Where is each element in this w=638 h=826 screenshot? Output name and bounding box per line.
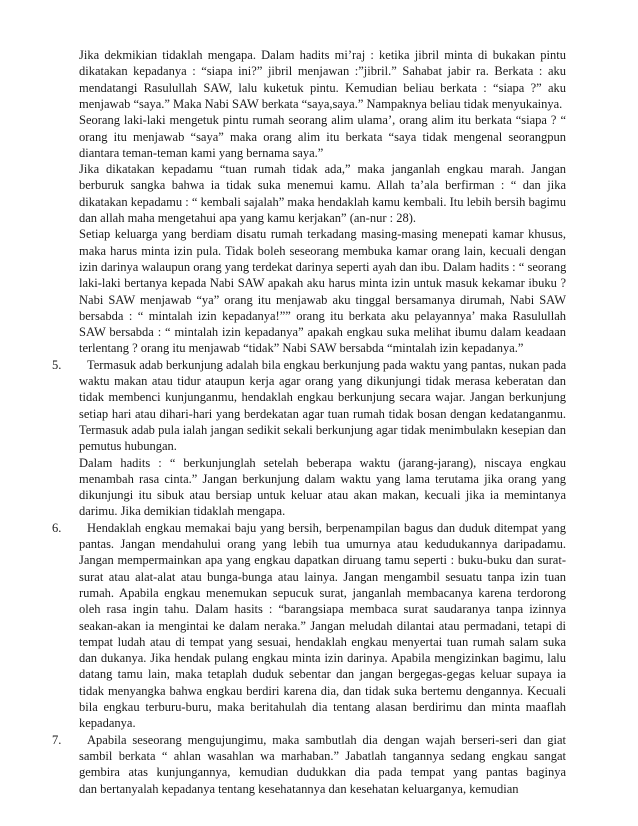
text-line: terlentang ? orang itu menjawab “tidak” Nabi SAW bersabda “mintalah izin kepadanya.” <box>79 341 524 356</box>
text-line: maka harus minta izin pula. Tidak boleh seseorang membuka kamar orang lain, kecuali dengan <box>79 243 566 258</box>
text-line: Dalam hadits : “ berkunjunglah setelah beberapa waktu (jarang-jarang), niscaya engkau <box>79 455 566 470</box>
text-line: dikatakan kepadamu : “ kembali sajalah” maka hendaklah kamu kembali. Itu lebih bersih bagimu <box>79 194 566 209</box>
text-line: mendatangi Rasulullah SAW, lalu kuketuk pintu. Kemudian beliau berkata : “siapa ?” aku <box>79 80 566 95</box>
text-line: surat atau alat-alat atau bunga-bunga atau lainya. Jangan mengambil sesuatu tanpa izin tuan <box>79 569 566 584</box>
list-number: 7. <box>52 732 62 747</box>
text-line: kepadanya. <box>79 716 136 731</box>
text-line: Jika dikatakan kepadamu “tuan rumah tidak ada,” maka janganlah engkau marah. Jangan <box>79 162 566 177</box>
text-line: pemutus hubungan. <box>79 439 177 454</box>
text-line: datang tamu lain, maka tetaplah duduk sebentar dan jangan bergegas-gegas keluar supaya ia <box>79 667 566 682</box>
text-line: rumah. Apabila engkau menemukan sepucuk surat, janganlah membacanya karena terdorong <box>79 585 566 600</box>
text-line: Hendaklah engkau memakai baju yang bersih, berpenampilan bagus dan duduk ditempat yang <box>87 520 566 535</box>
text-line: dikatakan kepadanya : “siapa ini?” jibril menjawan :”jibril.” Sahabat jabir ra. Berkata : aku <box>79 64 566 79</box>
text-line: Apabila seseorang mengujungimu, maka sambutlah dia dengan wajah berseri-seri dan giat <box>87 732 566 747</box>
text-line: tempat ludah atau di tempat yang sesuai, hendaklah engkau menyertai tuan rumah salam suka <box>79 634 566 649</box>
text-line: dikunjungi itu sibuk atau bersiap untuk keluar atau akan makan, kecuali jika ia memintanya <box>79 488 566 503</box>
text-line: izin darinya walaupun orang yang terdekat darinya seperti ayah dan ibu. Dalam hadits : “ seorang <box>79 259 566 274</box>
text-line: waktu makan atau tidur ataupun kerja agar orang yang dikunjungi tidak merasa keberatan dan <box>79 374 566 388</box>
text-line: menambah rasa cinta.” Jangan berkunjung dalam waktu yang lama terutama jika orang yang <box>79 471 566 486</box>
text-line: tidak menyangka bahwa engkau berdiri karena dia, dan tidak suka bertemu dengannya. Kecuali <box>79 683 566 698</box>
text-line: dan allah maha mengetahui apa yang kamu kerjakan” (an-nur : 28). <box>79 211 417 225</box>
text-line: Termasuk adab berkunjung adalah bila engkau berkunjung pada waktu yang pantas, nukan pada <box>87 357 566 372</box>
text-line: SAW bersabda : “ mintalah izin kepadanya” apakah engkau suka melihat ibumu dalam keadaan <box>79 325 566 340</box>
text-line: setiap hari atau dihari-hari yang berdekatan agar tuan rumah tidak bosan dengan kedatanganmu. <box>79 406 566 421</box>
text-line: diantara teman-teman kami yang bernama saya.” <box>79 145 324 160</box>
text-line: Nabi SAW menjawab “ya” orang itu menjawab aku tinggal bersamanya dirumah, Nabi SAW <box>79 292 566 307</box>
text-line: sambil berkata “ ahlan wasahlan wa marhaban.” Jabatlah tangannya sedang engkau sangat <box>79 748 566 763</box>
list-number: 5. <box>52 357 62 372</box>
text-line: Seorang laki-laki mengetuk pintu rumah seorang alim ulama’, orang alim itu berkata “siapa ? “ <box>79 113 566 128</box>
text-line: tidak membenci kunjunganmu, hendaklah engkau berkunjung secara wajar. Jangan berkunjung <box>79 390 566 405</box>
text-line: oleh rasa ingin tahu. Dalam hasits : “barangsiapa membaca surat saudaranya tanpa izinnya <box>79 602 566 617</box>
text-line: darimu. Jika demikian tidaklah mengapa. <box>79 504 286 519</box>
text-line: orang itu menjawab “saya” maka orang alim itu berkata “saya tidak mengenal seorangpun <box>79 129 566 144</box>
text-line: laki-laki bertanya kepada Nabi SAW apakah aku harus minta izin untuk masuk kekamar ibuku ? <box>79 276 566 291</box>
text-line: Setiap keluarga yang berdiam disatu rumah terkadang masing-masing menepati kamar khusus, <box>79 227 566 242</box>
list-number: 6. <box>52 520 62 535</box>
text-line: dan bertanyalah kepadanya tentang kesehatannya dan kesehatan keluarganya, kemudian <box>79 781 519 796</box>
text-line: menjawab “saya.” Maka Nabi SAW berkata “saya,saya.” Nampaknya beliau tidak menyukainya. <box>79 96 563 111</box>
text-line: pantas. Jangan mendahului orang yang lebih tua umurnya atau kedudukannya daripadamu. <box>79 537 566 551</box>
text-line: gembira atas kunjungannya, kemudian dudukkan dia pada tempat yang pantas baginya <box>79 765 566 780</box>
text-line: berburuk sangka bahwa ia tidak suka menemui kamu. Allah ta’ala berfirman : “ dan jika <box>79 178 566 193</box>
text-line: bila engkau terburu-buru, maka beritahulah dia tentang alasan berdirimu dan minta maaflah <box>79 700 566 714</box>
text-line: seakan-akan ia mengintai ke dalam neraka.” Jangan meludah dilantai atau permadani, tetapi di <box>79 618 566 633</box>
text-line: Jangan mempermainkan apa yang engkau dapatkan diruang tamu seperti : buku-buku dan surat- <box>79 553 566 568</box>
text-line: Termasuk adab pula ialah jangan sedikit sekali berkunjung agar tidak menimbulakn kesepian dan <box>79 422 566 437</box>
text-line: dan dukanya. Jika hendak pulang engkau minta izin darinya. Apabila mengizinkan bagimu, lalu <box>79 651 566 666</box>
text-line: bersabda : “ mintalah izin kepadanya!”” orang itu berkata aku pelayannya’ maka Rasulullah <box>79 308 566 323</box>
text-line: Jika dekmikian tidaklah mengapa. Dalam hadits mi’raj : ketika jibril minta di bukakan pintu <box>79 48 566 62</box>
